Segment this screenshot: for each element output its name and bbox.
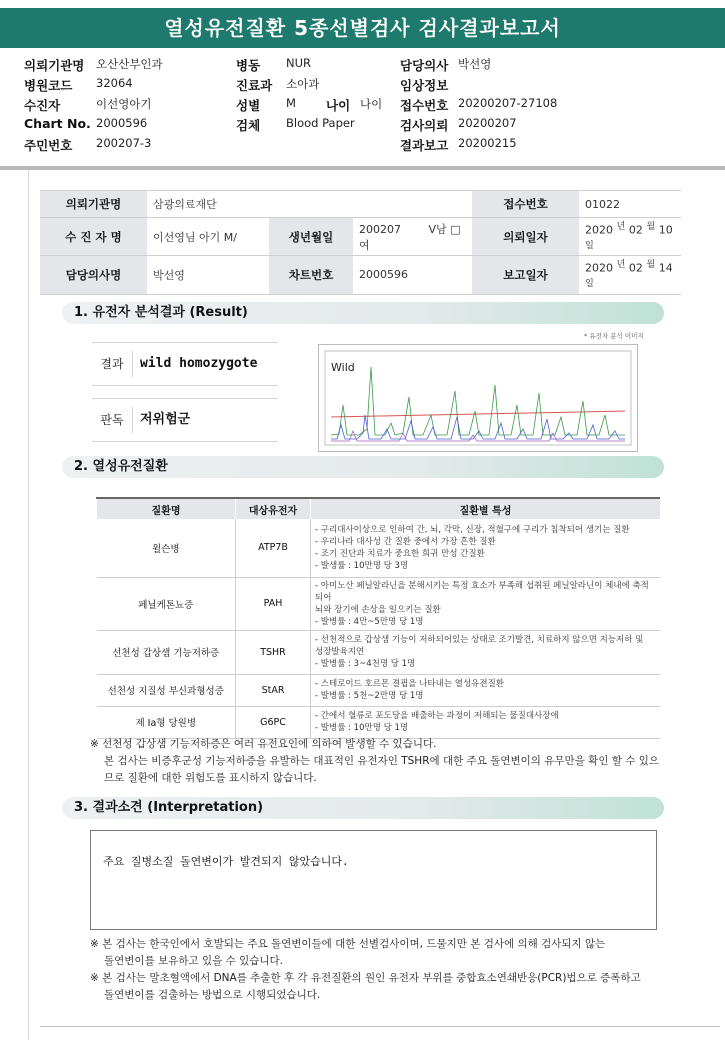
header-value-patient: 이선영아기 (96, 97, 152, 111)
info-value-patient: 이선영님 아기 M/ (147, 218, 269, 256)
feature-line: - 아미노산 페닐알라닌을 분해시키는 특정 효소가 부족해 섭취된 페닐알라닌이 체내에 축적되어 (315, 580, 649, 603)
header-value-age: 나이 (360, 97, 383, 111)
header-row-3 (0, 96, 725, 114)
info-label-patient: 수 진 자 명 (40, 218, 147, 256)
disease-gene: PAH (236, 577, 311, 630)
header-label-receipt-no: 접수번호 (400, 98, 449, 113)
disease-name: 제 Ia형 당원병 (97, 706, 236, 738)
info-row-2 (40, 218, 681, 256)
tshr-note (90, 736, 670, 787)
header-row-5 (0, 136, 725, 154)
section-2-title: 2. 열성유전질환 (62, 456, 664, 478)
note-line: ※ 본 검사는 한국인에서 호발되는 주요 돌연변이들에 대한 선별검사이며, 드물지만 본 검사에 의해 검사되지 않는 (90, 938, 606, 950)
header-row-4 (0, 116, 725, 134)
info-value-birth (353, 218, 472, 256)
gene-analysis-image (318, 344, 638, 452)
feature-line: - 발병률 : 5천~2만명 당 1명 (315, 691, 424, 701)
col-features: 질환별 특성 (311, 498, 661, 519)
disease-features (311, 706, 661, 738)
header-value-receipt-no: 20200207-27108 (458, 96, 558, 110)
disease-name: 선천성 지질성 부신과형성증 (97, 674, 236, 706)
judgment-box (92, 398, 278, 442)
result-box (92, 342, 278, 386)
result-value: wild homozygote (140, 356, 258, 371)
info-label-request: 의뢰일자 (472, 218, 579, 256)
interpretation-text: 주요 질병소질 돌연변이가 발견되지 않았습니다. (103, 855, 349, 868)
request-month-unit: 월 (646, 221, 656, 232)
header-value-sex: M (286, 96, 296, 110)
table-row (97, 630, 661, 674)
info-label-birth: 생년월일 (269, 218, 353, 256)
info-label-chart: 차트번호 (269, 256, 353, 294)
feature-line: - 간에서 혈류로 포도당을 배출하는 과정이 저해되는 물질대사장애 (315, 711, 559, 721)
disease-features (311, 674, 661, 706)
note-line: ※ 선천성 갑상샘 기능저하증은 여러 유전요인에 의하여 발생할 수 있습니다. (90, 738, 437, 750)
header-label-sex: 성별 (236, 98, 261, 113)
header-label-department: 진료과 (236, 78, 273, 93)
feature-line: 뇌와 장기에 손상을 일으키는 질환 (315, 604, 441, 615)
report-day: 14 (658, 261, 673, 275)
disease-gene: G6PC (236, 706, 311, 738)
disease-table-header (97, 498, 661, 519)
feature-line: - 발병률 : 4만~5만명 당 1명 (315, 616, 424, 627)
judgment-separator (132, 407, 133, 433)
disease-table (96, 497, 660, 739)
info-row-3 (40, 256, 681, 294)
disease-gene: StAR (236, 674, 311, 706)
judgment-value: 저위험군 (140, 412, 191, 427)
disease-gene: ATP7B (236, 519, 311, 577)
table-row (97, 674, 661, 706)
header-value-hospital-code: 32064 (96, 76, 133, 90)
header-value-ward: NUR (286, 56, 312, 70)
gene-image-note: * 유전자 분석 이미지 (584, 332, 644, 340)
header-value-report-date: 20200215 (458, 136, 517, 150)
info-row-1 (40, 191, 681, 218)
header-label-request-date: 검사의뢰 (400, 118, 449, 133)
feature-line: - 우리나라 대사성 간 질환 중에서 가장 흔한 질환 (315, 536, 496, 547)
section-3-title: 3. 결과소견 (Interpretation) (62, 797, 664, 819)
disease-gene: TSHR (236, 630, 311, 674)
header-label-clinical-info: 임상정보 (400, 78, 449, 93)
info-value-receipt: 01022 (579, 191, 681, 218)
header-value-doctor: 박선영 (458, 57, 492, 71)
col-gene: 대상유전자 (236, 498, 311, 519)
header-value-resident-no: 200207-3 (96, 136, 152, 150)
electropherogram-graphic (319, 345, 637, 451)
request-day-unit: 일 (585, 239, 594, 251)
feature-line: - 구리대사이상으로 인하여 간, 뇌, 각막, 신장, 적혈구에 구리가 침착되어 생기는 질환 (315, 524, 630, 535)
interpretation-box (90, 830, 657, 930)
report-month: 02 (628, 261, 643, 275)
header-label-doctor: 담당의사 (400, 58, 449, 73)
section-1-title: 1. 유전자 분석결과 (Result) (62, 302, 664, 324)
note-line: 돌연변이를 검출하는 방법으로 시행되었습니다. (104, 989, 321, 1001)
paper-bottom-line (40, 1026, 720, 1027)
disease-name: 윌슨병 (97, 519, 236, 577)
report-year-unit: 년 (616, 259, 626, 271)
info-birth-date: 200207 (359, 222, 401, 236)
table-row (97, 519, 661, 577)
header-row-1 (0, 56, 725, 74)
table-row (97, 706, 661, 738)
request-year-unit: 년 (616, 221, 626, 232)
patient-info-table (40, 190, 681, 295)
col-disease: 질환명 (97, 498, 236, 519)
note-line: 므로 질환에 대한 위험도를 표시하지 않습니다. (104, 772, 317, 784)
feature-line: - 발생률 : 10만명 당 3명 (315, 560, 409, 571)
report-month-unit: 월 (646, 259, 656, 271)
disease-features (311, 630, 661, 674)
info-label-doctor: 담당의사명 (40, 256, 147, 294)
report-year: 2020 (585, 261, 613, 275)
feature-line: - 발병률 : 3~4천명 당 1명 (315, 659, 416, 669)
feature-line: - 발병률 : 10만명 당 1명 (315, 723, 409, 733)
info-value-doctor: 박선영 (147, 256, 269, 294)
header-label-institution: 의뢰기관명 (24, 58, 85, 73)
request-month: 02 (628, 223, 643, 237)
info-value-report (579, 256, 681, 294)
info-gender-check: V남 □여 (359, 222, 461, 252)
info-label-report: 보고일자 (472, 256, 579, 294)
chart-wild-label: Wild (331, 361, 355, 374)
disease-name: 선천성 갑상샘 기능저하증 (97, 630, 236, 674)
note-line: 본 검사는 비증후군성 기능저하증을 유발하는 대표적인 유전자인 TSHR에 대한 주요 돌연변이의 유무만을 확인 할 수 있으 (104, 755, 660, 767)
result-label: 결과 (100, 357, 124, 371)
header-value-specimen: Blood Paper (286, 116, 355, 130)
header-label-specimen: 검체 (236, 118, 261, 133)
note-line: 돌연변이를 보유하고 있을 수 있습니다. (104, 955, 283, 967)
feature-line: - 선천적으로 갑상샘 기능이 저하되어있는 상태로 조기발견, 치료하지 않으면 지능저하 및 (315, 635, 644, 645)
result-separator (132, 351, 133, 377)
disease-features (311, 577, 661, 630)
header-row-2 (0, 76, 725, 94)
table-row (97, 577, 661, 630)
feature-line: - 스테로이드 호르몬 결핍을 나타내는 열성유전질환 (315, 679, 505, 689)
header-label-patient: 수진자 (24, 98, 61, 113)
method-notes (90, 936, 680, 1004)
header-label-chart-no: Chart No. (24, 116, 91, 131)
header-label-hospital-code: 병원코드 (24, 78, 73, 93)
header-label-resident-no: 주민번호 (24, 138, 73, 153)
header-label-report-date: 결과보고 (400, 138, 449, 153)
disease-name: 페닐케톤뇨증 (97, 577, 236, 630)
report-day-unit: 일 (585, 277, 594, 289)
header-label-ward: 병동 (236, 58, 261, 73)
header-value-institution: 오산산부인과 (96, 57, 163, 71)
header-value-chart-no: 2000596 (96, 116, 148, 130)
disease-features (311, 519, 661, 577)
header-value-department: 소아과 (286, 77, 320, 91)
judgment-label: 판독 (100, 413, 124, 427)
info-value-institution: 삼광의료재단 (147, 191, 472, 218)
report-header (0, 52, 725, 162)
info-label-institution: 의뢰기관명 (40, 191, 147, 218)
info-label-receipt: 접수번호 (472, 191, 579, 218)
request-year: 2020 (585, 223, 613, 237)
header-label-age: 나이 (326, 98, 351, 113)
note-line: ※ 본 검사는 말초혈액에서 DNA를 추출한 후 각 유전질환의 원인 유전자 부위를 중합효소연쇄반응(PCR)법으로 증폭하고 (90, 972, 641, 984)
header-value-request-date: 20200207 (458, 116, 517, 130)
feature-line: 성장발육지연 (315, 647, 365, 657)
info-value-chart: 2000596 (353, 256, 472, 294)
request-day: 10 (658, 223, 673, 237)
feature-line: - 조기 진단과 치료가 중요한 희귀 만성 간질환 (315, 548, 485, 559)
info-value-request (579, 218, 681, 256)
report-title: 열성유전질환 5종선별검사 검사결과보고서 (0, 8, 725, 48)
